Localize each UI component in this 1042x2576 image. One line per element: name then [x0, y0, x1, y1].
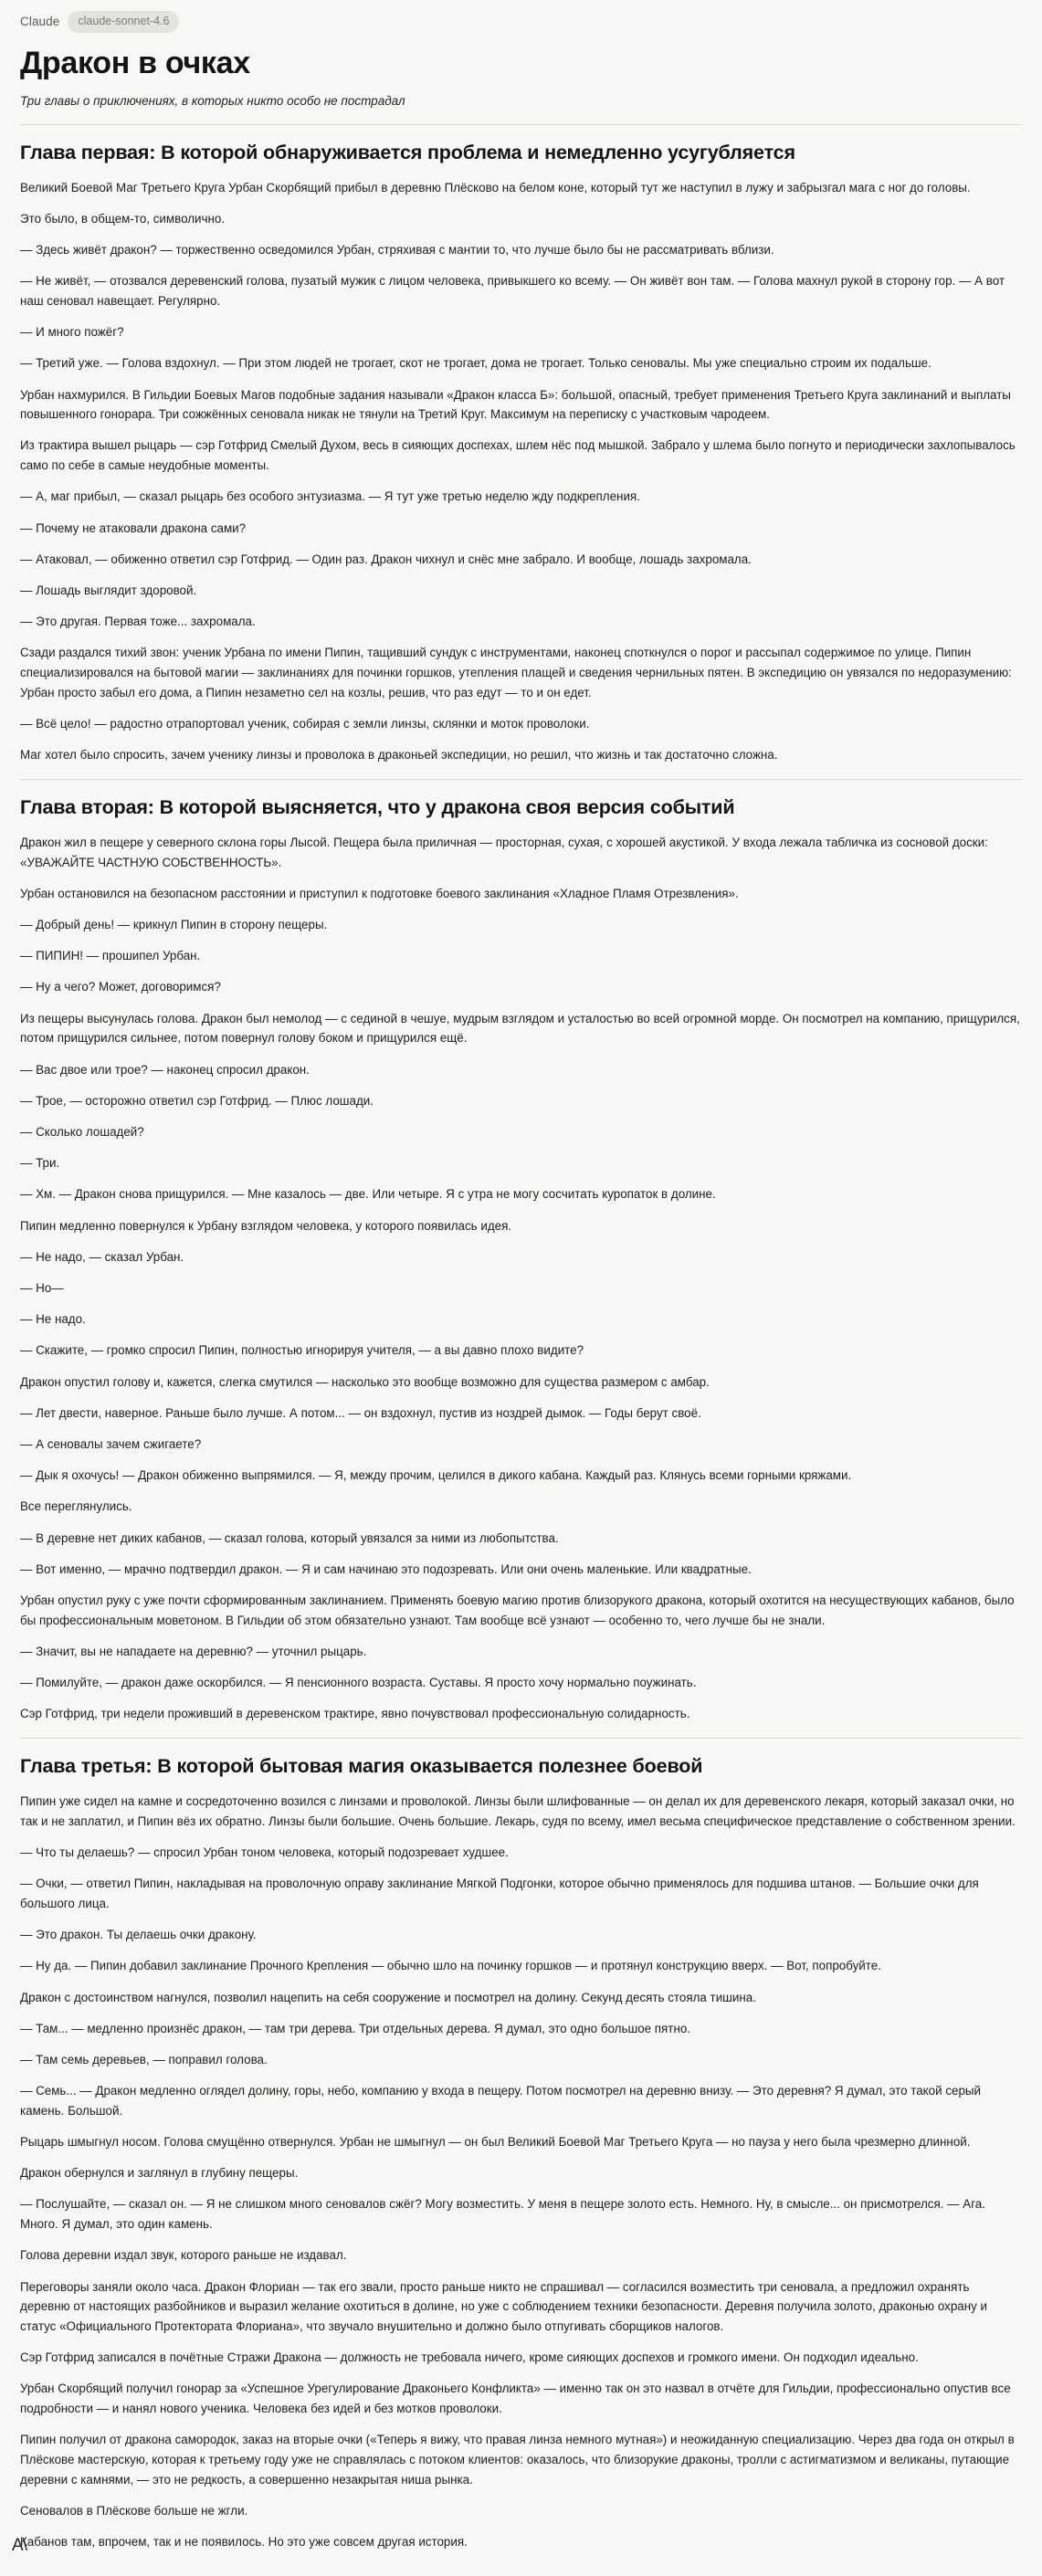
- paragraph: Переговоры заняли около часа. Дракон Флориан — так его звали, просто раньше никто не спрашивал — согласился возместить три сеновала, а предложил охранять деревню от настоящих разбойников и выразил желание охотиться в долине, но уже с соблюдением техники безопасности. Деревня получила золото, драконью охрану и статус «Официального Протектората Флориана», что звучало внушительно и должно было отпугивать сборщиков налогов.: [20, 2279, 988, 2333]
- paragraph: — А сеновалы зачем сжигаете?: [20, 1436, 202, 1451]
- paragraph: — ПИПИН! — прошипел Урбан.: [20, 949, 201, 963]
- paragraph: — Три.: [20, 1156, 60, 1171]
- paragraph: Из пещеры высунулась голова. Дракон был немолод — с сединой в чешуе, мудрым взглядом и усталостью во всей огромной морде. Он посмотрел на компанию, прищурился, потом прищурился сильнее, потом повернул голову боком и прищурился ещё.: [20, 1011, 1020, 1046]
- paragraph: Урбан опустил руку с уже почти сформированным заклинанием. Применять боевую магию против близорукого дракона, который охотится на несуществующих кабанов, было бы профессиональным моветоном. В Гильдии об этом обязательно узнают. Там вообще всё узнают — особенно то, чего лучше бы не знали.: [20, 1593, 1015, 1627]
- paragraph: — Это другая. Первая тоже... захромала.: [20, 615, 256, 629]
- model-chip: claude-sonnet-4.6: [68, 11, 179, 33]
- brand-label: Claude: [20, 15, 60, 29]
- paragraph: — Лошадь выглядит здоровой.: [20, 583, 197, 597]
- paragraph: — Это дракон. Ты делаешь очки дракону.: [20, 1928, 257, 1942]
- paragraph: Урбан нахмурился. В Гильдии Боевых Магов подобные задания называли «Дракон класса Б»: большой, опасный, требует применения Третьего Круга заклинаний и выплаты повышенного гонорара. Три сожжённых сеновала никак не тянули на Третий Круг. Максимум на переписку с участковым чародеем.: [20, 387, 1011, 422]
- paragraph: Это было, в общем-то, символично.: [20, 211, 226, 226]
- paragraph: — Хм. — Дракон снова прищурился. — Мне казалось — две. Или четыре. Я с утра не могу сосчитать куропаток в долине.: [20, 1187, 716, 1202]
- paragraph: Дракон жил в пещере у северного склона горы Лысой. Пещера была приличная — просторная, сухая, с хорошей акустикой. У входа лежала табличка из сосновой доски: «УВАЖАЙТЕ ЧАСТНУЮ СОБСТВЕННОСТЬ».: [20, 835, 988, 869]
- paragraph: — Значит, вы не нападаете на деревню? — уточнил рыцарь.: [20, 1644, 367, 1658]
- paragraph: Сэр Готфрид записался в почётные Стражи Дракона — должность не требовала ничего, кроме сияющих доспехов и громкого имени. Он подходил идеально.: [20, 2350, 919, 2365]
- paragraph: Рыцарь шмыгнул носом. Голова смущённо отвернулся. Урбан не шмыгнул — он был Великий Боевой Маг Третьего Круга — но пауза у него была чрезмерно длинной.: [20, 2135, 971, 2150]
- chapters-container: [20, 141, 1022, 2552]
- paragraph: — Скажите, — громко спросил Пипин, полностью игнорируя учителя, — а вы давно плохо видите?: [20, 1343, 584, 1358]
- paragraph: — Всё цело! — радостно отрапортовал ученик, собирая с земли линзы, склянки и моток проволоки.: [20, 716, 590, 731]
- paragraph: Сеновалов в Плёскове больше не жгли.: [20, 2503, 248, 2518]
- chapter-3: [20, 1754, 1022, 2552]
- paragraph: — Послушайте, — сказал он. — Я не слишком много сеновалов сжёг? Могу возместить. У меня в пещере золото есть. Немного. Ну, в смысле... он присмотрелся. — Ага. Много. Я думал, это один камень.: [20, 2197, 985, 2232]
- paragraph: — Семь... — Дракон медленно оглядел долину, горы, небо, компанию у входа в пещеру. Потом посмотрел на деревню внизу. — Это деревня? Я думал, это такой серый камень. Большой.: [20, 2084, 982, 2118]
- chapter-2: [20, 795, 1022, 1724]
- title-divider: [20, 124, 1022, 125]
- paragraph: Маг хотел было спросить, зачем ученику линзы и проволока в драконьей экспедиции, но решил, что жизнь и так достаточно сложна.: [20, 748, 778, 762]
- paragraph: Из трактира вышел рыцарь — сэр Готфрид Смелый Духом, весь в сияющих доспехах, шлем нёс под мышкой. Забрало у шлема было погнуто и периодически захлопывалось само по себе в самые неудобные моменты.: [20, 438, 1016, 473]
- paragraph: — Помилуйте, — дракон даже оскорбился. — Я пенсионного возраста. Суставы. Я просто хочу нормально поужинать.: [20, 1676, 697, 1690]
- paragraph: Дракон опустил голову и, кажется, слегка смутился — насколько это вообще возможно для существа размером с амбар.: [20, 1374, 710, 1389]
- paragraph: — Что ты делаешь? — спросил Урбан тоном человека, который подозревает худшее.: [20, 1845, 509, 1859]
- paragraph: Сэр Готфрид, три недели проживший в деревенском трактире, явно почувствовал профессиональную солидарность.: [20, 1707, 690, 1721]
- paragraph: — Трое, — осторожно ответил сэр Готфрид. — Плюс лошади.: [20, 1093, 374, 1108]
- paragraph: — Сколько лошадей?: [20, 1124, 144, 1139]
- chapter-heading: Глава вторая: В которой выясняется, что у дракона своя версия событий: [20, 795, 735, 818]
- paragraph: Голова деревни издал звук, которого раньше не издавал.: [20, 2248, 347, 2263]
- paragraph: Дракон с достоинством нагнулся, позволил нацепить на себя сооружение и посмотрел на долину. Секунд десять стояла тишина.: [20, 1990, 756, 2004]
- paragraph: — Почему не атаковали дракона сами?: [20, 520, 247, 535]
- paragraph: Все переглянулись.: [20, 1499, 132, 1514]
- paragraph: Пипин уже сидел на камне и сосредоточенно возился с линзами и проволокой. Линзы были шлифованные — он делал их для деревенского лекаря, который заказал очки, но так и не заплатил, и Пипин вёз их обратно. Линзы были большие. Очень большие. Лекарь, судя по всему, имел весьма специфическое представление о собственном зрении.: [20, 1794, 1016, 1828]
- paragraph: — Лет двести, наверное. Раньше было лучше. А потом... — он вздохнул, пустив из ноздрей дымок. — Годы берут своё.: [20, 1405, 701, 1420]
- chapter-1: [20, 141, 1022, 765]
- paragraph: Пипин получил от дракона самородок, заказ на вторые очки («Теперь я вижу, что правая линза немного мутная») и неожиданную специализацию. Через два года он открыл в Плёскове мастерскую, которая к третьему году уже не справлялась с потоком клиентов: оказалось, что близорукие драконы, тролли с астигматизмом и великаны, путающие деревни с камнями, — это не редкость, а совершенно незакрытая ниша рынка.: [20, 2433, 1015, 2487]
- paragraph: Сзади раздался тихий звон: ученик Урбана по имени Пипин, тащивший сундук с инструментами, наконец споткнулся о порог и рассыпал содержимое по улице. Пипин специализировался на бытовой магии — заклинаниях для починки горшков, утепления плащей и сведения чернильных пятен. В экспедицию он увязался по недоразумению: Урбан просто забыл его дома, а Пипин незаметно сел на козлы, решив, что раз едут — то и он едет.: [20, 646, 1012, 699]
- paragraph: Урбан остановился на безопасном расстоянии и приступил к подготовке боевого заклинания «Хладное Пламя Отрезвления».: [20, 886, 739, 900]
- paragraph: Урбан Скорбящий получил гонорар за «Успешное Урегулирование Драконьего Конфликта» — именно так он это назвал в отчёте для Гильдии, профессионально опустив все подробности — и нанял нового ученика. Человека без идей и без мотков проволоки.: [20, 2381, 1011, 2416]
- paragraph: — Вот именно, — мрачно подтвердил дракон. — Я и сам начинаю это подозревать. Или они очень маленькие. Или квадратные.: [20, 1561, 752, 1576]
- paragraph: — Ну а чего? Может, договоримся?: [20, 980, 221, 994]
- paragraph: Великий Боевой Маг Третьего Круга Урбан Скорбящий прибыл в деревню Плёсково на белом коне, который тут же наступил в лужу и забрызгал мага с ног до головы.: [20, 180, 971, 195]
- paragraph: — Третий уже. — Голова вздохнул. — При этом людей не трогает, скот не трогает, дома не трогает. Только сеновалы. Мы уже специально строим их подальше.: [20, 356, 931, 371]
- paragraph: — Но—: [20, 1280, 64, 1295]
- paragraph: — Дык я охочусь! — Дракон обиженно выпрямился. — Я, между прочим, целился в дикого кабана. Каждый раз. Клянусь всеми горными кряжами.: [20, 1468, 852, 1483]
- paragraph: — В деревне нет диких кабанов, — сказал голова, который увязался за ними из любопытства.: [20, 1530, 559, 1545]
- paragraph: — Атаковал, — обиженно ответил сэр Готфрид. — Один раз. Дракон чихнул и снёс мне забрало. И вообще, лошадь захромала.: [20, 552, 752, 566]
- paragraph: — Там семь деревьев, — поправил голова.: [20, 2052, 268, 2066]
- paragraph: — И много пожёг?: [20, 325, 124, 340]
- paragraph: — Не надо, — сказал Урбан.: [20, 1249, 184, 1264]
- paragraph: — Ну да. — Пипин добавил заклинание Прочного Крепления — обычно шло на починку горшков — и протянул конструкцию вверх. — Вот, попробуйте.: [20, 1959, 881, 1973]
- paragraph: — Не надо.: [20, 1312, 86, 1327]
- paragraph: — Здесь живёт дракон? — торжественно осведомился Урбан, стряхивая с мантии то, что лучше было бы не рассматривать вблизи.: [20, 242, 774, 257]
- chapter-divider: [20, 1738, 1022, 1739]
- paragraph: — Очки, — ответил Пипин, накладывая на проволочную оправу заклинание Мягкой Подгонки, которое обычно применялось для подшива штанов. — Большие очки для большого лица.: [20, 1877, 979, 1910]
- brand-row: [20, 11, 1022, 42]
- paragraph: — Не живёт, — отозвался деревенский голова, пузатый мужик с лицом человека, привыкшего ко всему. — Он живёт вон там. — Голова махнул рукой в сторону гор. — А вот наш сеновал навещает. Регулярно.: [20, 274, 1005, 308]
- paragraph: — Вас двое или трое? — наконец спросил дракон.: [20, 1062, 310, 1077]
- page-title: Дракон в очках: [20, 45, 250, 80]
- paragraph: — Там... — медленно произнёс дракон, — там три дерева. Три отдельных дерева. Я думал, это одно большое пятно.: [20, 2021, 691, 2035]
- anthropic-watermark-icon: A\: [12, 2536, 26, 2556]
- paragraph: Дракон обернулся и заглянул в глубину пещеры.: [20, 2166, 299, 2181]
- paragraph: — Добрый день! — крикнул Пипин в сторону пещеры.: [20, 918, 328, 932]
- chapter-heading: Глава первая: В которой обнаруживается проблема и немедленно усугубляется: [20, 141, 795, 163]
- paragraph: Кабанов там, впрочем, так и не появилось. Но это уже совсем другая история.: [20, 2535, 468, 2550]
- page-subtitle: Три главы о приключениях, в которых никто особо не пострадал: [20, 93, 405, 108]
- paragraph: Пипин медленно повернулся к Урбану взглядом человека, у которого появилась идея.: [20, 1218, 512, 1233]
- chapter-heading: Глава третья: В которой бытовая магия оказывается полезнее боевой: [20, 1755, 703, 1778]
- chapter-divider: [20, 779, 1022, 780]
- paragraph: — А, маг прибыл, — сказал рыцарь без особого энтузиазма. — Я тут уже третью неделю жду подкрепления.: [20, 489, 640, 504]
